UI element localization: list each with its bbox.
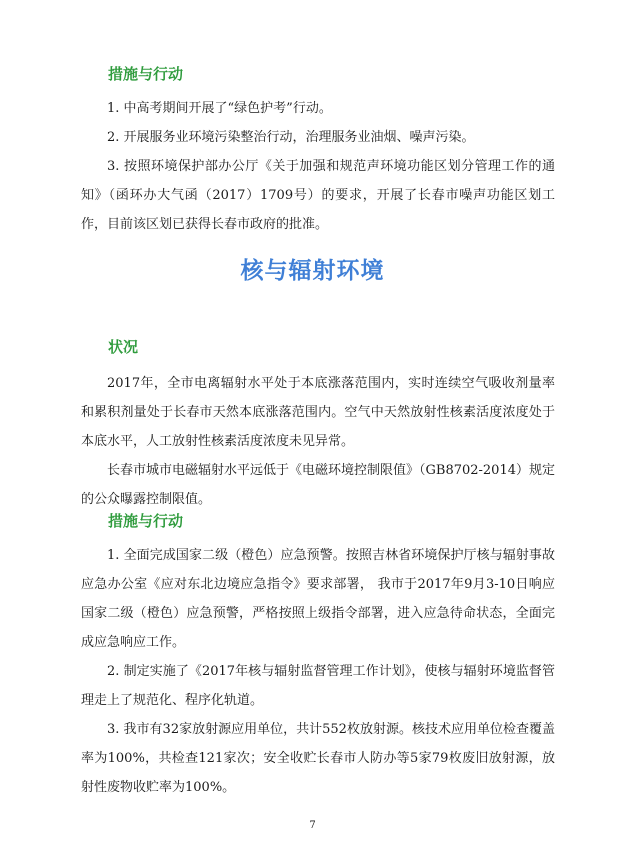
section-heading-measures: 措施与行动: [108, 65, 184, 83]
section-heading-status: 状况: [108, 338, 139, 356]
section-heading-measures-2: 措施与行动: [108, 512, 184, 530]
status-paragraph-1: 2017年，全市电离辐射水平处于本底涨落范围内，实时连续空气吸收剂量率和累积剂量处于长春市天然本底涨落范围内。空气中天然放射性核素活度浓度处于本底水平，人工放射性核素活度浓度未见异常。: [81, 376, 555, 449]
measure2-item-2: 2. 制定实施了《2017年核与辐射监督管理工作计划》，使核与辐射环境监督管理走上了规范化、程序化轨道。: [81, 664, 555, 708]
status-paragraph-2: 长春市城市电磁辐射水平远低于《电磁环境控制限值》（GB8702-2014）规定的公众曝露控制限值。: [81, 463, 555, 507]
measure2-item-3: 3. 我市有32家放射源应用单位，共计552枚放射源。核技术应用单位检查覆盖率为100%，共检查121家次；安全收贮长春市人防办等5家79枚废旧放射源，放射性废物收贮率为100%。: [81, 722, 555, 795]
page-number: 7: [309, 820, 316, 831]
measure2-item-1: 1. 全面完成国家二级（橙色）应急预警。按照吉林省环境保护厅核与辐射事故应急办公室《应对东北边境应急指令》要求部署， 我市于2017年9月3-10日响应国家二级（橙色）应急预警，严格按照上级指令部署，进入应急待命状态，全面完成应急响应工作。: [81, 548, 555, 650]
measure-item-3: 3. 按照环境保护部办公厅《关于加强和规范声环境功能区划分管理工作的通知》（函环办大气函（2017）1709号）的要求，开展了长春市噪声功能区划工作，目前该区划已获得长春市政府的批准。: [81, 159, 555, 232]
measure-item-1: 1. 中高考期间开展了“绿色护考”行动。: [107, 101, 332, 116]
measure-item-2: 2. 开展服务业环境污染整治行动，治理服务业油烟、噪声污染。: [107, 130, 475, 145]
chapter-title: 核与辐射环境: [240, 257, 385, 284]
